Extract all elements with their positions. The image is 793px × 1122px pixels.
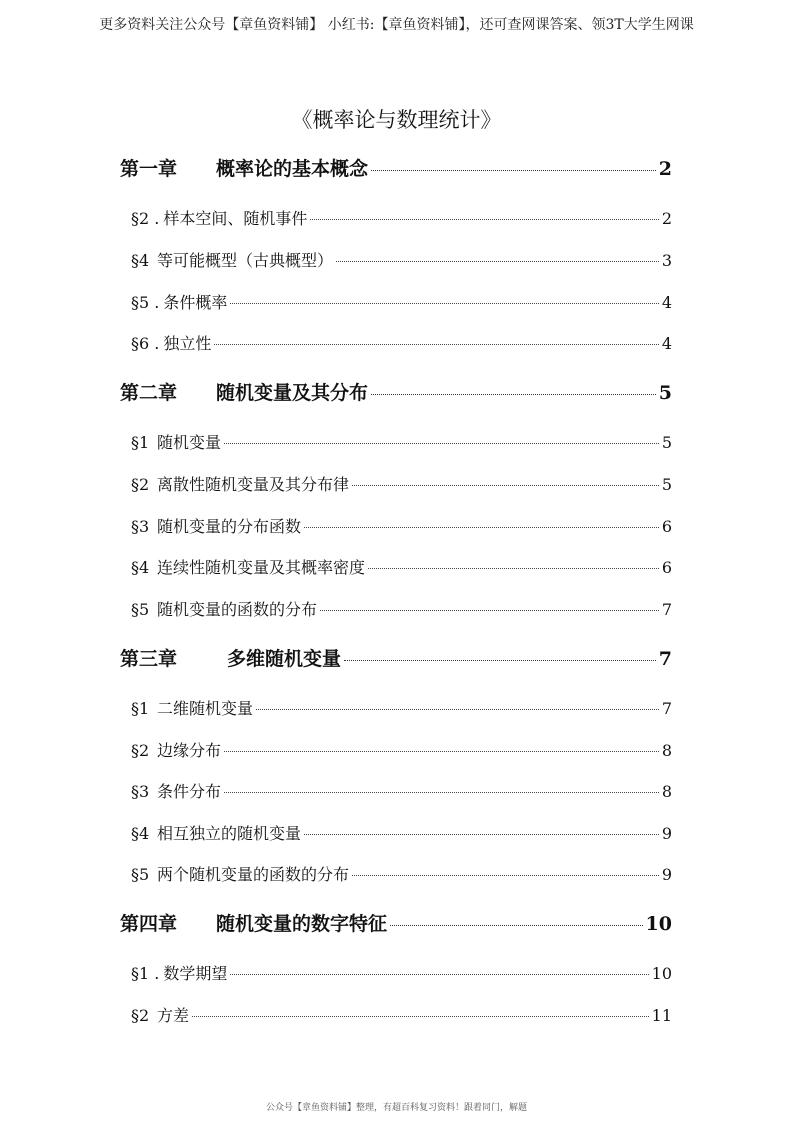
toc-section-number: §2 (131, 1006, 150, 1025)
dot-leader (371, 170, 656, 171)
toc-section-title: 独立性 (163, 334, 212, 353)
toc-chapter-number: 第三章 (120, 648, 178, 670)
toc-section-number: §5 (131, 865, 150, 884)
dot-leader (214, 344, 658, 345)
dot-leader (224, 792, 659, 793)
toc-section[interactable] (131, 514, 672, 537)
toc-chapter-1[interactable] (120, 154, 672, 181)
toc-chapter-4[interactable] (120, 909, 672, 936)
toc-section[interactable] (131, 1003, 672, 1026)
toc-section-title: 两个随机变量的函数的分布 (157, 865, 350, 884)
toc-section[interactable] (131, 961, 672, 984)
toc-section[interactable] (131, 206, 672, 229)
toc-section-number: §4 (131, 558, 150, 577)
toc-page-number: 10 (651, 964, 672, 983)
toc-page-number: 6 (661, 517, 672, 536)
toc-section[interactable] (131, 430, 672, 453)
dot-leader (230, 974, 648, 975)
dot-leader (352, 875, 659, 876)
toc-section-number: §3 (131, 517, 150, 536)
toc-page-number: 5 (658, 382, 672, 404)
dot-leader (352, 485, 659, 486)
toc-chapter-number: 第四章 (120, 913, 178, 935)
toc-section[interactable] (131, 738, 672, 761)
toc-page-number: 8 (661, 741, 672, 760)
toc-section-number: §1 . (131, 964, 160, 983)
dot-leader (230, 303, 658, 304)
toc-section[interactable] (131, 597, 672, 620)
dot-leader (310, 219, 658, 220)
dot-leader (368, 568, 659, 569)
toc-section-title: 数学期望 (163, 964, 228, 983)
toc-chapter-title: 多维随机变量 (227, 648, 342, 670)
toc-page-number: 4 (661, 334, 672, 353)
toc-chapter-title: 概率论的基本概念 (216, 158, 369, 180)
toc-section-title: 条件概率 (163, 293, 228, 312)
toc-chapter-title: 随机变量及其分布 (216, 382, 369, 404)
toc-page-number: 5 (661, 433, 672, 452)
toc-section[interactable] (131, 331, 672, 354)
toc-page-number: 11 (651, 1006, 672, 1025)
toc-section-title: 二维随机变量 (157, 699, 254, 718)
toc-section-title: 条件分布 (157, 782, 222, 801)
toc-page-number: 7 (661, 699, 672, 718)
dot-leader (304, 527, 659, 528)
toc-section-title: 随机变量的函数的分布 (157, 600, 318, 619)
toc-section[interactable] (131, 290, 672, 313)
toc-section-number: §2 (131, 475, 150, 494)
toc-section-title: 边缘分布 (157, 741, 222, 760)
toc-section[interactable] (131, 555, 672, 578)
toc-section-number: §2 . (131, 209, 160, 228)
toc-section-title: 离散性随机变量及其分布律 (157, 475, 350, 494)
toc-page-number: 5 (661, 475, 672, 494)
toc-page-number: 10 (645, 913, 672, 935)
toc-section-number: §3 (131, 782, 150, 801)
toc-section-title: 方差 (157, 1006, 190, 1025)
toc-section-number: §4 (131, 251, 150, 270)
toc-page-number: 4 (661, 293, 672, 312)
toc-page-number: 6 (661, 558, 672, 577)
document-title: 《概率论与数理统计》 (291, 108, 502, 132)
dot-leader (320, 610, 659, 611)
dot-leader (336, 261, 659, 262)
toc-section[interactable] (131, 696, 672, 719)
dot-leader (371, 394, 656, 395)
toc-section[interactable] (131, 821, 672, 844)
toc-section-title: 随机变量 (157, 433, 222, 452)
toc-page-number: 2 (661, 209, 672, 228)
toc-section-title: 连续性随机变量及其概率密度 (157, 558, 366, 577)
toc-chapter-number: 第二章 (120, 382, 178, 404)
toc-section-number: §2 (131, 741, 150, 760)
toc-chapter-2[interactable] (120, 378, 672, 405)
toc-section[interactable] (131, 472, 672, 495)
toc-section-title: 随机变量的分布函数 (157, 517, 302, 536)
page-footer-note: 公众号【章鱼资料铺】整理，有超百科复习资料！跟着同门，解题 (265, 1103, 527, 1113)
toc-section-number: §1 (131, 699, 150, 718)
toc-chapter-number: 第一章 (120, 158, 178, 180)
toc-page-number: 3 (661, 251, 672, 270)
toc-page-number: 7 (661, 600, 672, 619)
toc-section[interactable] (131, 779, 672, 802)
dot-leader (224, 751, 659, 752)
dot-leader (256, 709, 659, 710)
toc-section[interactable] (131, 248, 672, 271)
toc-section-number: §5 . (131, 293, 160, 312)
toc-section-number: §5 (131, 600, 150, 619)
dot-leader (304, 834, 659, 835)
page-header-note: 更多资料关注公众号【章鱼资料铺】 小红书:【章鱼资料铺】，还可查网课答案、领3T大学生网课 (99, 17, 694, 33)
dot-leader (344, 660, 656, 661)
toc-page-number: 9 (661, 865, 672, 884)
dot-leader (390, 925, 643, 926)
toc-section[interactable] (131, 862, 672, 885)
toc-page-number: 9 (661, 824, 672, 843)
toc-section-number: §6 . (131, 334, 160, 353)
toc-page-number: 7 (658, 648, 672, 670)
dot-leader (192, 1016, 649, 1017)
toc-chapter-title: 随机变量的数字特征 (216, 913, 388, 935)
toc-section-title: 等可能概型（古典概型） (157, 251, 334, 270)
toc-chapter-3[interactable] (120, 644, 672, 671)
toc-section-title: 样本空间、随机事件 (163, 209, 308, 228)
toc-section-number: §4 (131, 824, 150, 843)
toc-page-number: 8 (661, 782, 672, 801)
dot-leader (224, 443, 659, 444)
toc-page-number: 2 (658, 158, 672, 180)
toc-section-title: 相互独立的随机变量 (157, 824, 302, 843)
toc-section-number: §1 (131, 433, 150, 452)
